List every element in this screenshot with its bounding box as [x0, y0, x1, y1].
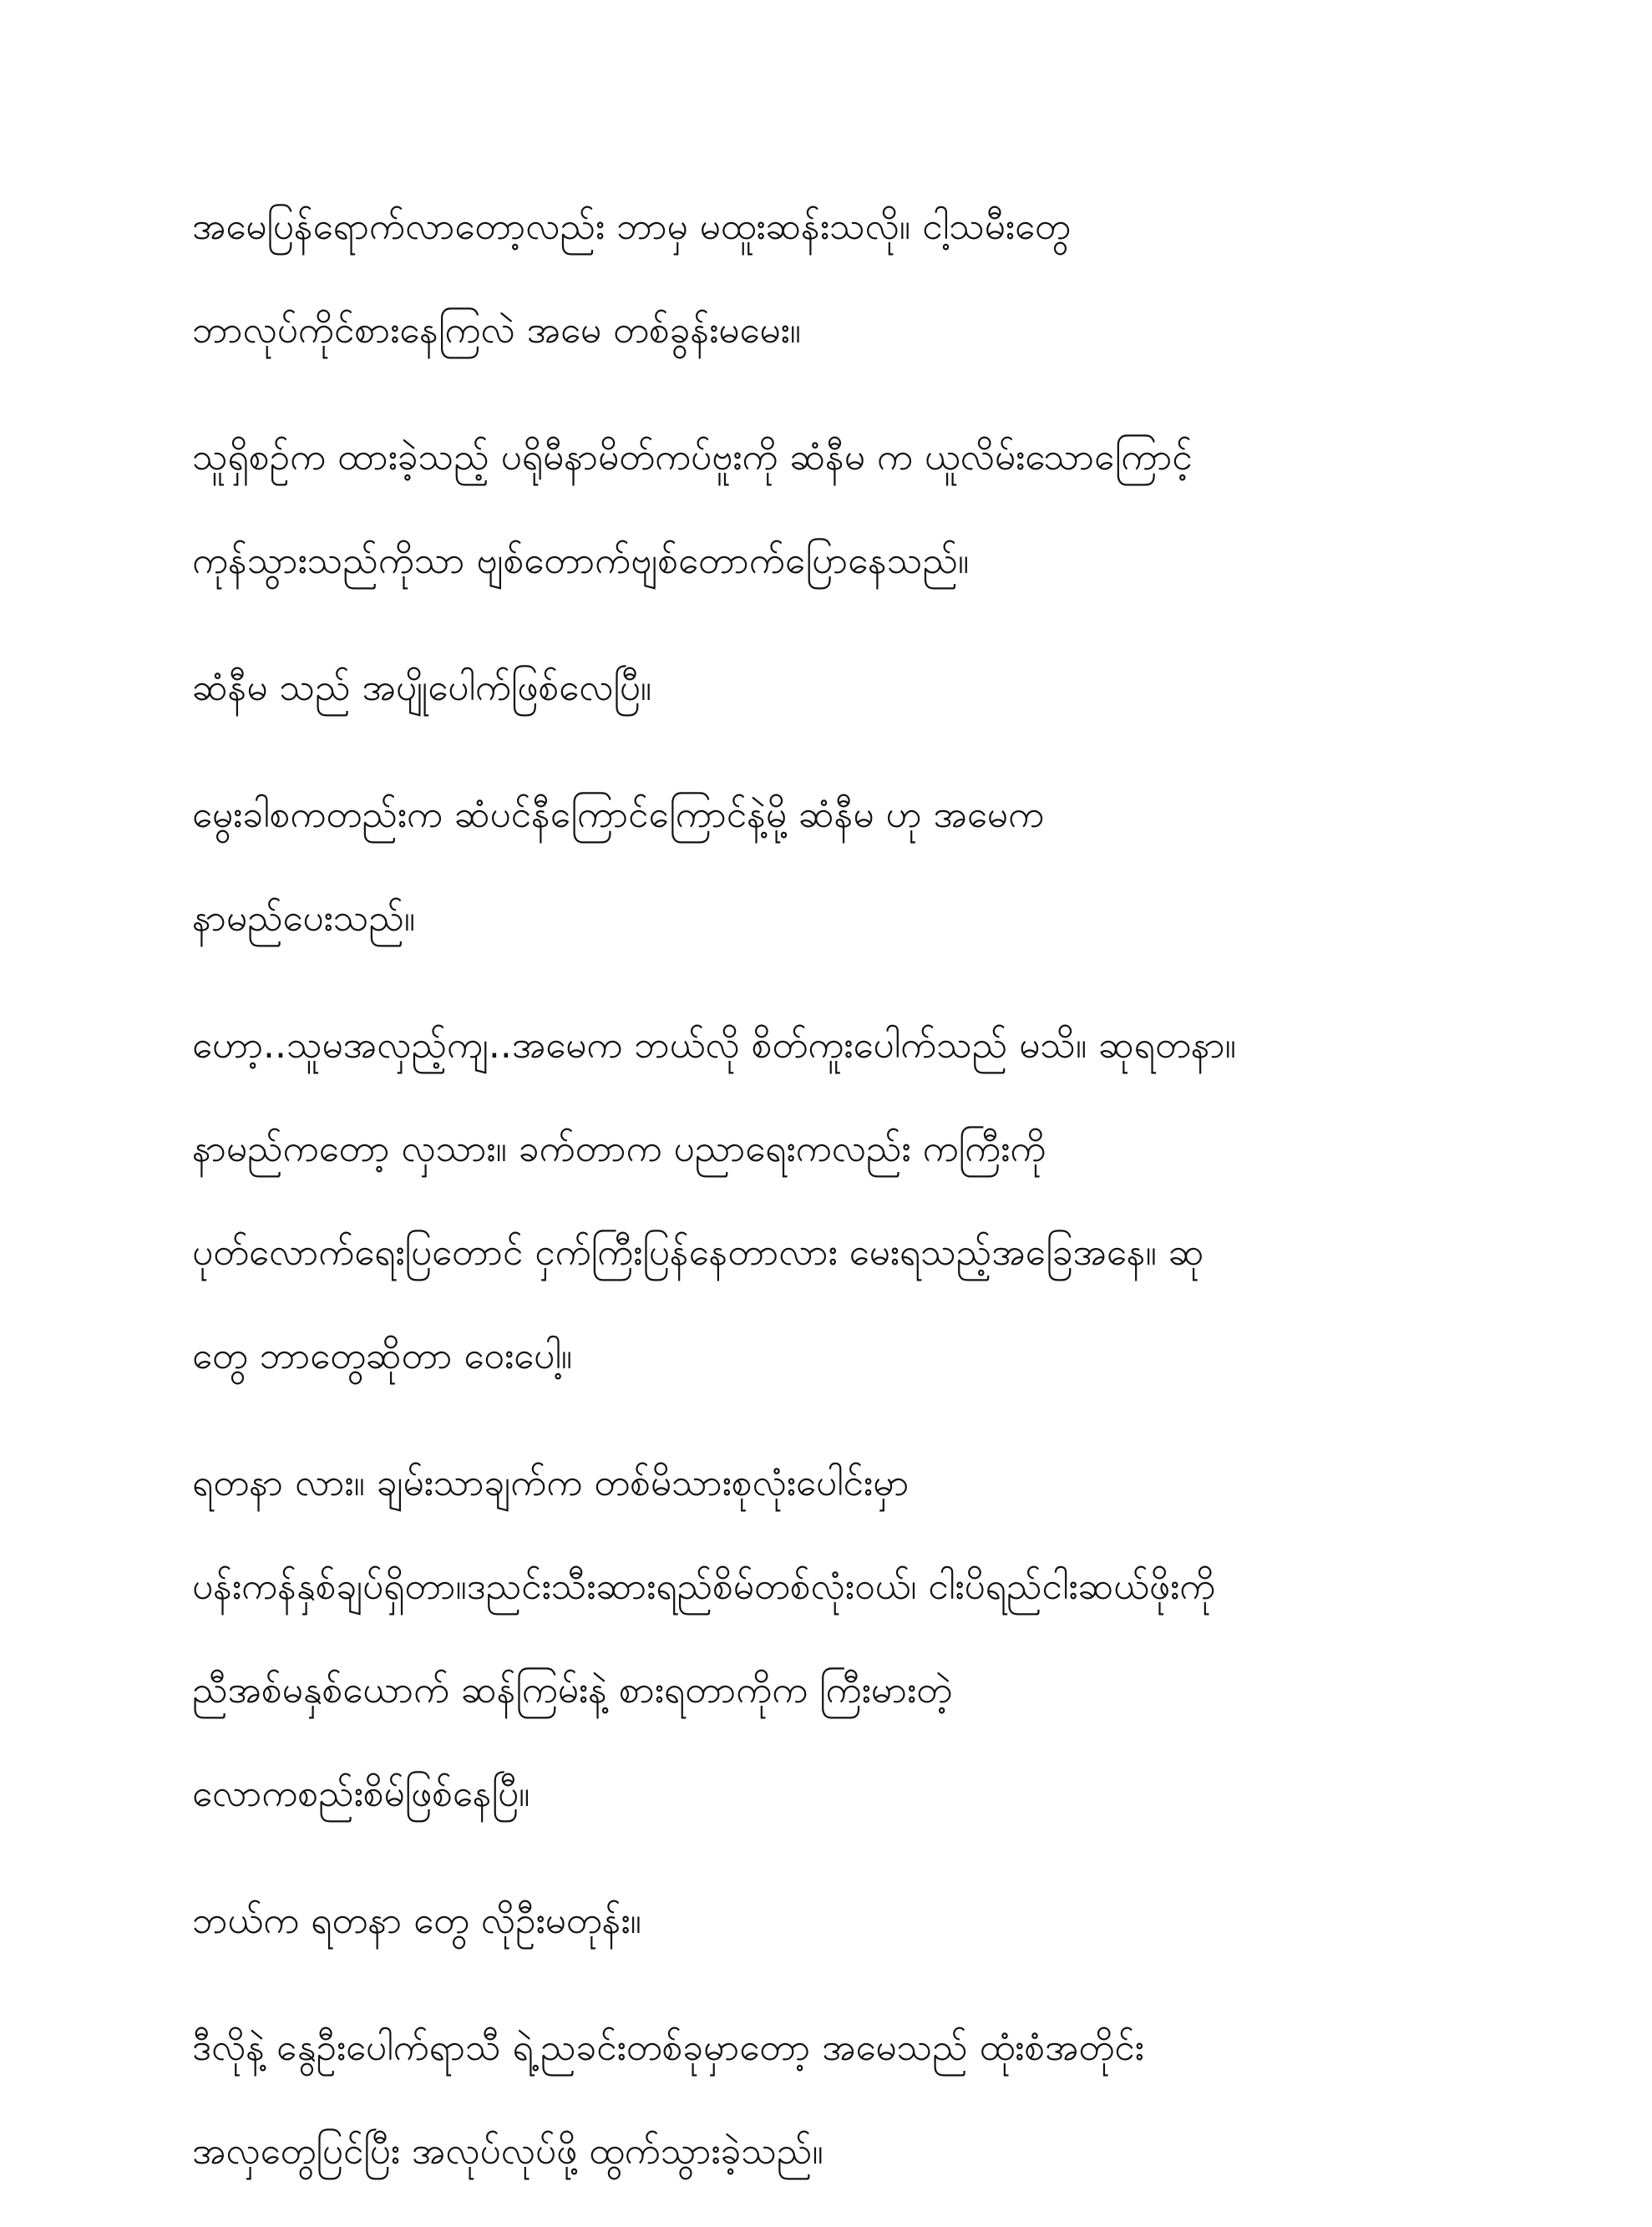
- text-line: ညီအစ်မနှစ်ယောက် ဆန်ကြမ်းနဲ့ စားရတာကိုက ကြီးမားတဲ့: [192, 1669, 953, 1712]
- text-line: အလှတွေပြင်ပြီး အလုပ်လုပ်ဖို့ ထွက်သွားခဲ့သည်။: [192, 2130, 823, 2173]
- text-line: တွေ ဘာတွေဆိုတာ ဝေးပေါ့။: [192, 1335, 573, 1377]
- text-line: နာမည်ကတော့ လှသား။ ခက်တာက ပညာရေးကလည်း ကကြီးကို: [192, 1128, 1046, 1170]
- document-page: [192, 175, 1478, 2227]
- text-line: လောကစည်းစိမ်ဖြစ်နေပြီ။: [192, 1773, 530, 1815]
- text-line: အမေပြန်ရောက်လာတော့လည်း ဘာမှ မထူးဆန်းသလို။ ငါ့သမီးတွေ: [192, 205, 1071, 248]
- paragraph-7: [192, 1869, 1478, 1973]
- text-line: ဒီလိုနဲ့ နွေဦးပေါက်ရာသီ ရဲ့ညခင်းတစ်ခုမှာတော့ အမေသည် ထုံးစံအတိုင်း: [192, 2027, 1144, 2069]
- text-line: နာမည်ပေးသည်။: [192, 897, 416, 940]
- text-line: ပုတ်လောက်ရေးပြတောင် ငှက်ကြီးပြန်နေတာလား မေးရသည့်အခြေအနေ။ ဆု: [192, 1231, 1204, 1274]
- text-line: ပန်းကန်နှစ်ချပ်ရှိတာ။ဒညင်းသီးဆားရည်စိမ်တစ်လုံးဝယ်၊ ငါးပိရည်ငါးဆယ်ဖိုးကို: [192, 1565, 1216, 1608]
- paragraph-1: [192, 175, 1478, 383]
- paragraph-6: [192, 1432, 1478, 1846]
- paragraph-5: [192, 994, 1478, 1408]
- text-line: ရတနာ လား။ ချမ်းသာချက်က တစ်မိသားစုလုံးပေါင်းမှာ: [192, 1462, 910, 1504]
- paragraph-3: [192, 637, 1478, 740]
- text-line: ဘာလုပ်ကိုင်စားနေကြလဲ အမေ တစ်ခွန်းမမေး။: [192, 309, 801, 352]
- paragraph-2: [192, 406, 1478, 613]
- text-line: ဆံနီမ သည် အပျိုပေါက်ဖြစ်လေပြီ။: [192, 667, 652, 709]
- text-line: မွေးခါစကတည်းက ဆံပင်နီကြောင်ကြောင်နဲ့မို့ ဆံနီမ ဟု အမေက: [192, 794, 1044, 836]
- text-line: ဘယ်က ရတနာ တွေ လိုဦးမတုန်း။: [192, 1900, 641, 1942]
- text-line: ကုန်သွားသည်ကိုသာ ဗျစ်တောက်ဗျစ်တောက်ပြောနေသည်။: [192, 540, 970, 582]
- paragraph-8: [192, 1996, 1478, 2204]
- text-line: သူရှိစဉ်က ထားခဲ့သည့် ပရိုမီနာမိတ်ကပ်ဗူးကို ဆံနီမ က ယူလိမ်းသောကြောင့်: [192, 436, 1193, 479]
- text-line: ဟော့..သူမအလှည့်ကျ..အမေက ဘယ်လို စိတ်ကူးပေါက်သည် မသိ။ ဆုရတနာ။: [192, 1024, 1236, 1067]
- paragraph-4: [192, 763, 1478, 971]
